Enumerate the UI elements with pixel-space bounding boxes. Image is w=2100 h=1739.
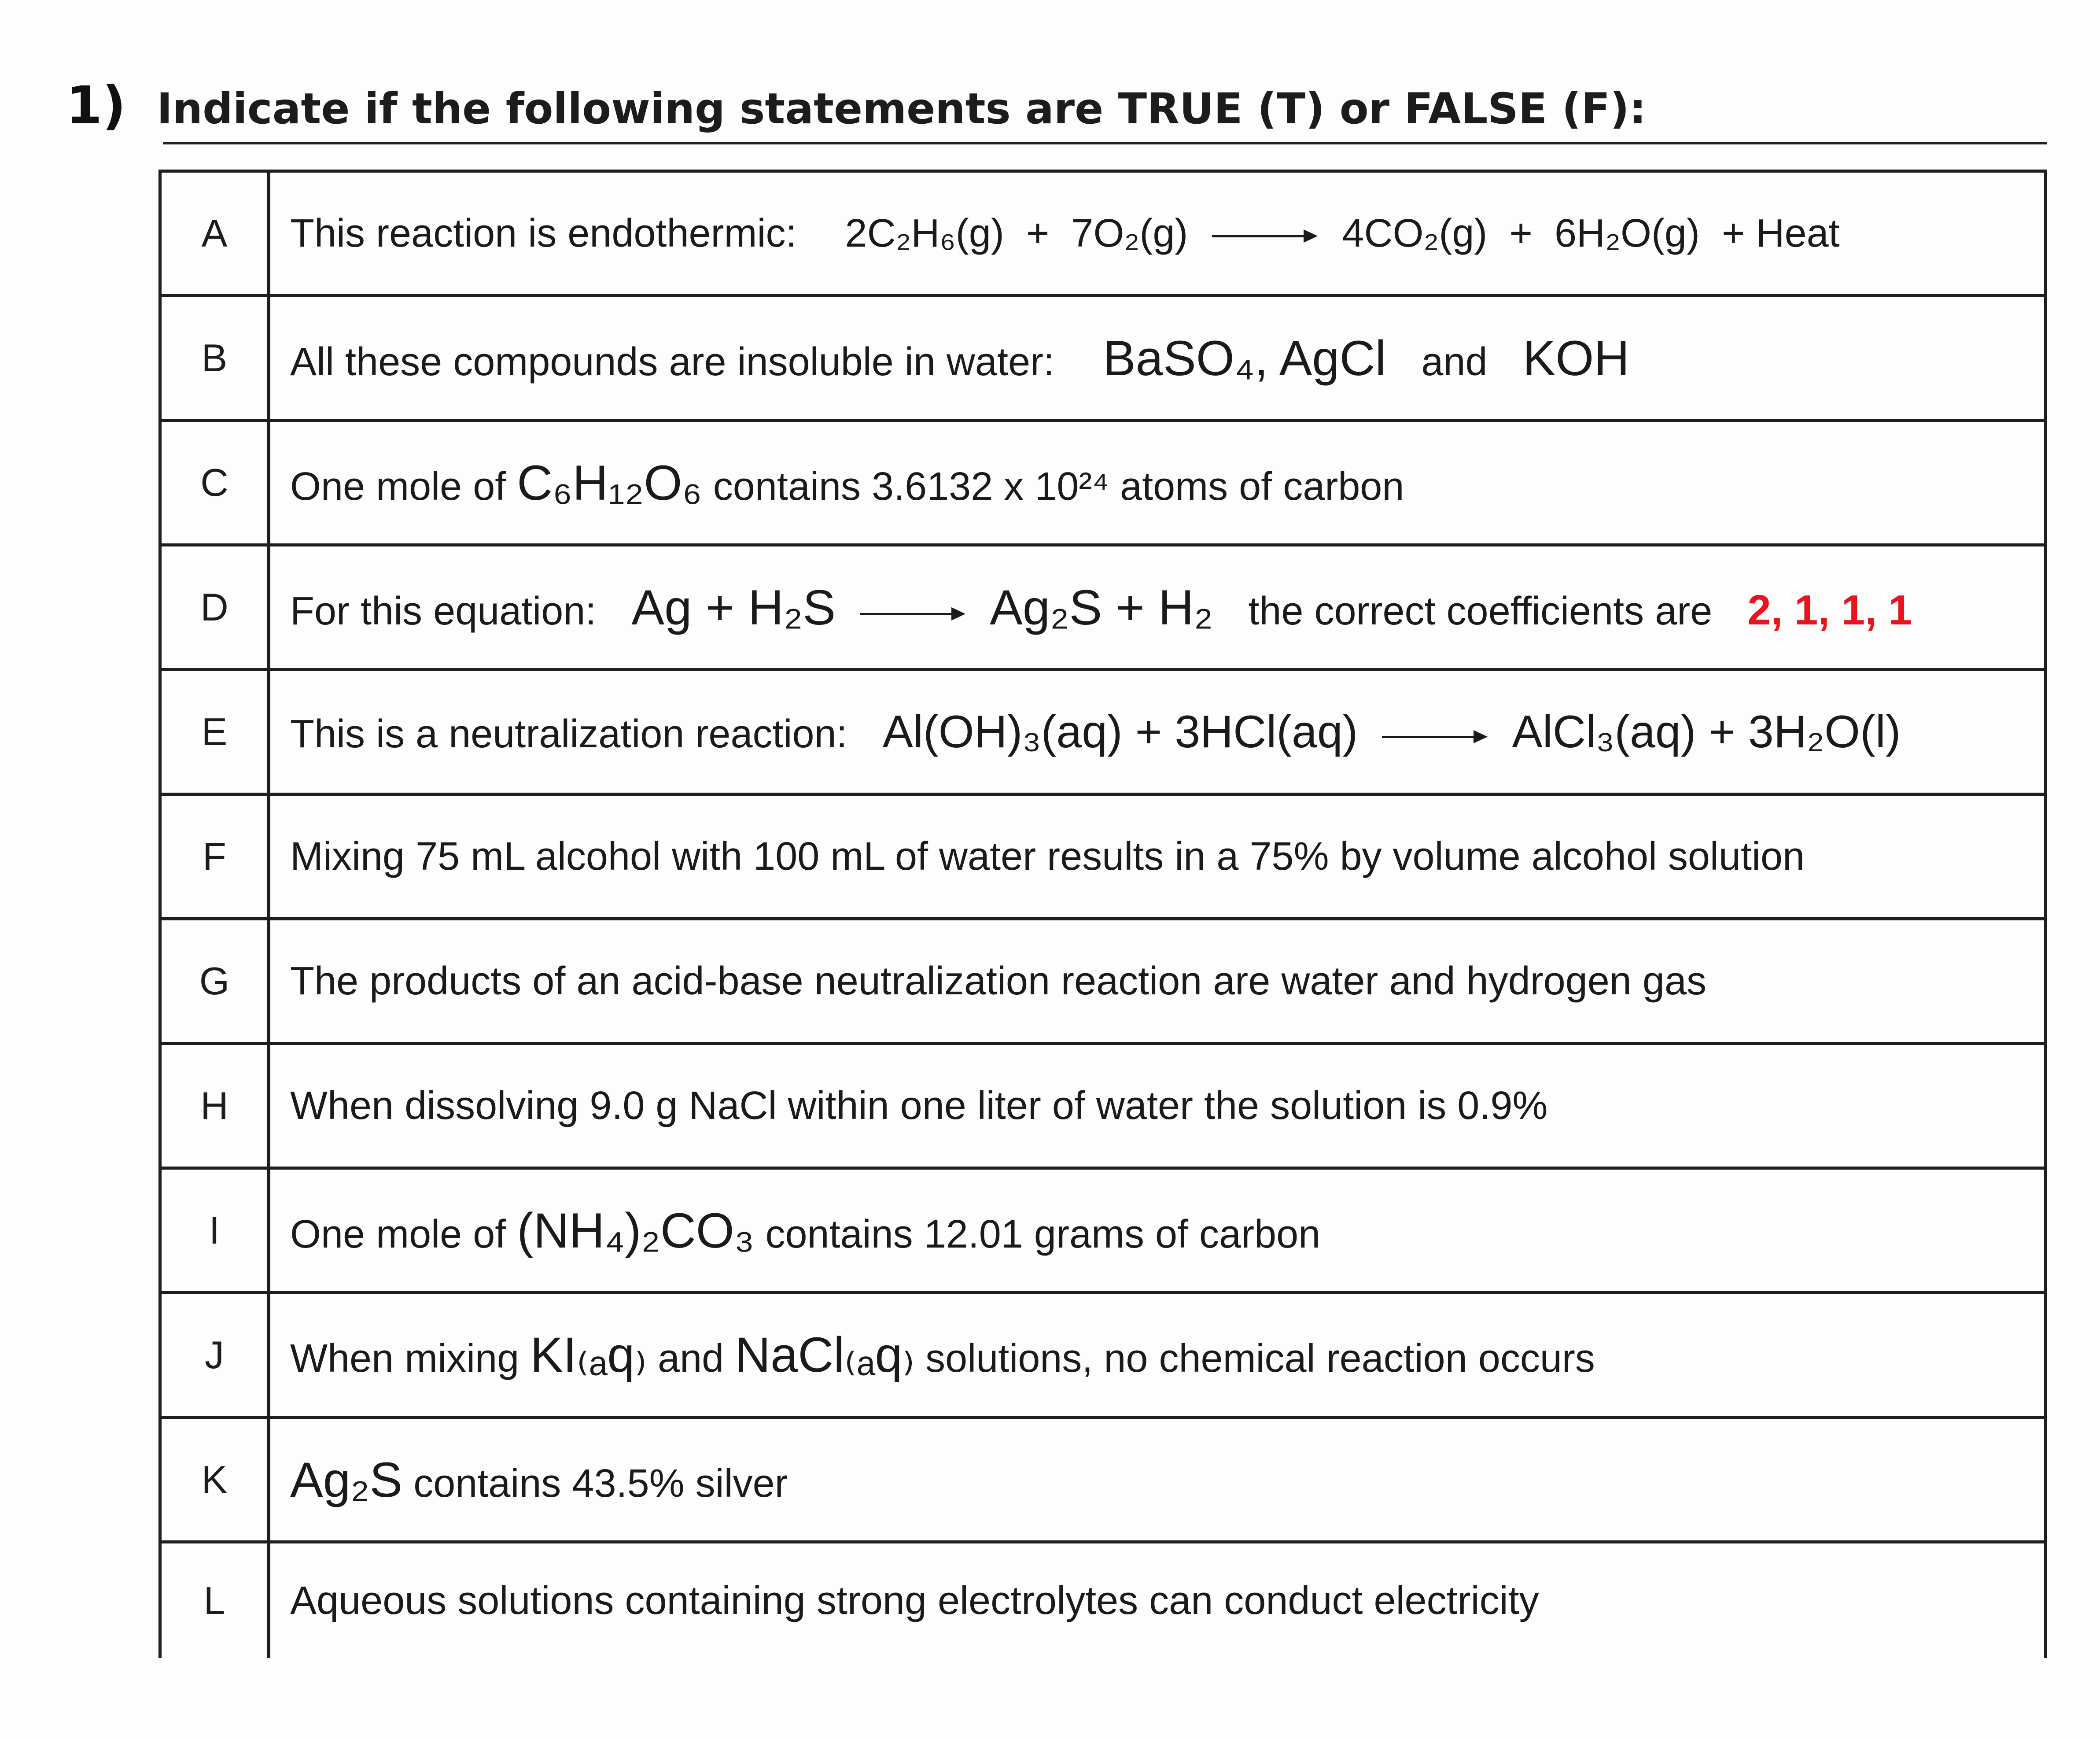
- equation-reactants: Ag + H₂S: [631, 580, 836, 635]
- statement-text-before: One mole of: [290, 464, 506, 509]
- statement-text-after: solutions, no chemical reaction occurs: [925, 1337, 1595, 1381]
- row-letter: A: [160, 171, 269, 296]
- table-row: [160, 1293, 2046, 1418]
- reaction-arrow-icon: [1382, 732, 1488, 741]
- row-statement: Aqueous solutions containing strong electrolytes can conduct electricity: [269, 1542, 2046, 1658]
- table-row: [160, 1044, 2046, 1168]
- row-letter: D: [160, 545, 269, 670]
- question-header: [66, 75, 1646, 136]
- statement-text: For this equation:: [290, 589, 597, 633]
- row-letter: E: [160, 670, 269, 794]
- row-statement: [269, 1293, 2046, 1418]
- row-statement: [269, 421, 2046, 545]
- equation-reactants: 2C₂H₆(g) + 7O₂(g): [845, 211, 1188, 255]
- reaction-arrow-icon: [860, 609, 965, 618]
- statement-text: This is a neutralization reaction:: [290, 712, 847, 756]
- header-rule: [163, 142, 2047, 144]
- row-letter: I: [160, 1168, 269, 1293]
- statement-text: This reaction is endothermic:: [290, 211, 797, 255]
- chemical-formula-2: NaCl₍ₐq₎: [735, 1327, 915, 1382]
- true-false-table: [158, 170, 2047, 1658]
- table-row: [160, 545, 2046, 670]
- table-row: [160, 421, 2046, 545]
- row-letter: H: [160, 1044, 269, 1168]
- table-row: [160, 919, 2046, 1044]
- row-letter: F: [160, 794, 269, 919]
- row-statement: [269, 1418, 2046, 1542]
- coefficient-answer: 2, 1, 1, 1: [1747, 586, 1912, 634]
- chemical-formula: Ag₂S: [290, 1452, 403, 1507]
- row-statement: [269, 670, 2046, 794]
- chemical-formula: C₆H₁₂O₆: [517, 455, 702, 510]
- table-row: [160, 1542, 2046, 1658]
- row-letter: G: [160, 919, 269, 1044]
- chemical-formula: (NH₄)₂CO₃: [517, 1203, 755, 1258]
- statement-text: All these compounds are insoluble in water:: [290, 340, 1054, 384]
- table-row: [160, 171, 2046, 296]
- row-letter: J: [160, 1293, 269, 1418]
- conjunction-text: and: [658, 1337, 724, 1381]
- statement-text-before: When mixing: [290, 1337, 519, 1381]
- equation-products: 4CO₂(g) + 6H₂O(g) + Heat: [1342, 211, 1840, 255]
- row-statement: [269, 171, 2046, 296]
- row-statement: [269, 545, 2046, 670]
- reaction-arrow-icon: [1212, 232, 1318, 240]
- table-row: [160, 1168, 2046, 1293]
- compound-last: KOH: [1522, 330, 1630, 386]
- compound-list: BaSO₄, AgCl: [1103, 330, 1386, 386]
- question-number: 1): [66, 75, 126, 136]
- row-statement: When dissolving 9.0 g NaCl within one liter of water the solution is 0.9%: [269, 1044, 2046, 1168]
- table-row: [160, 670, 2046, 794]
- conjunction-text: and: [1421, 340, 1488, 384]
- statement-text-after: contains 3.6132 x 10²⁴ atoms of carbon: [713, 464, 1404, 509]
- table-row: [160, 1418, 2046, 1542]
- equation-reactants: Al(OH)₃(aq) + 3HCl(aq): [882, 706, 1358, 757]
- equation-products: Ag₂S + H₂: [990, 580, 1213, 635]
- question-title: Indicate if the following statements are TRUE (T) or FALSE (F):: [157, 84, 1647, 133]
- table-row: [160, 296, 2046, 421]
- row-letter: C: [160, 421, 269, 545]
- row-statement: Mixing 75 mL alcohol with 100 mL of water results in a 75% by volume alcohol solution: [269, 794, 2046, 919]
- row-statement: The products of an acid-base neutralization reaction are water and hydrogen gas: [269, 919, 2046, 1044]
- row-statement: [269, 1168, 2046, 1293]
- statement-text-after: contains 12.01 grams of carbon: [765, 1212, 1321, 1256]
- row-letter: K: [160, 1418, 269, 1542]
- row-letter: B: [160, 296, 269, 421]
- row-letter: L: [160, 1542, 269, 1658]
- equation-products: AlCl₃(aq) + 3H₂O(l): [1512, 706, 1901, 757]
- row-statement: [269, 296, 2046, 421]
- statement-text-after: the correct coefficients are: [1248, 589, 1713, 633]
- statement-text-before: One mole of: [290, 1212, 506, 1256]
- statement-text-after: contains 43.5% silver: [413, 1461, 788, 1506]
- chemical-formula-1: KI₍ₐq₎: [530, 1327, 647, 1382]
- table-row: [160, 794, 2046, 919]
